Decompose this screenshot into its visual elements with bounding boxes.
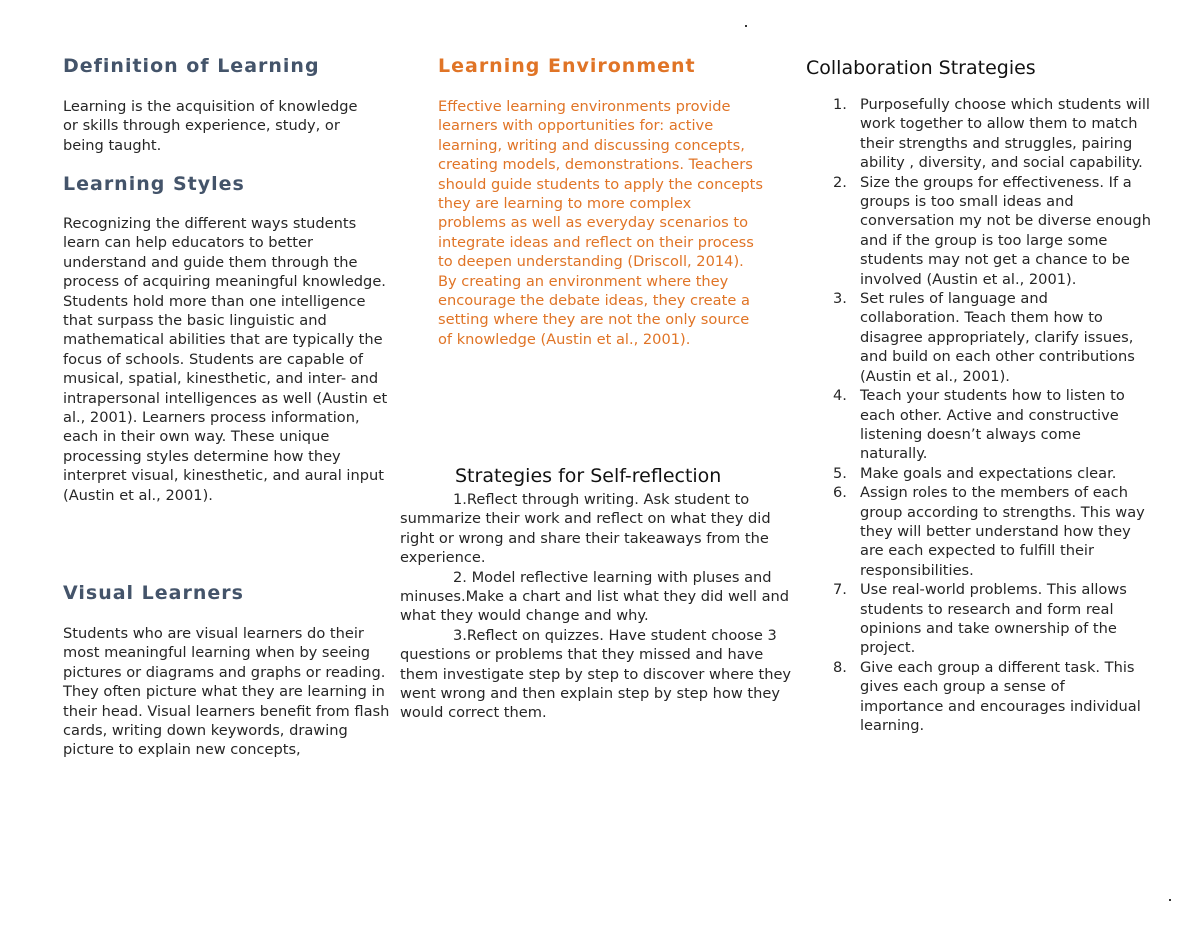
list-item-text: Assign roles to the members of each group according to strengths. This way they will better understand how they are each expected to fulfill their responsibilities.: [860, 484, 1145, 579]
page-speck: [1169, 899, 1171, 901]
visual-learners-heading: Visual Learners: [63, 582, 244, 604]
list-item-number: 8.: [833, 658, 847, 676]
self-reflection-body: [400, 490, 795, 723]
collaboration-heading: Collaboration Strategies: [806, 57, 1036, 79]
list-item-number: 2.: [833, 173, 847, 191]
list-item-text: Size the groups for effectiveness. If a groups is too small ideas and conversation my not be diverse enough and if the group is too large some students may not get a chance to be involved (Austin et al., 2001).: [860, 173, 1151, 288]
list-item-number: 6.: [833, 484, 847, 502]
learning-styles-body: Recognizing the different ways students learn can help educators to better understand and guide them through the process of acquiring meaningful knowledge. Students hold more than one intelligence that surpass the basic linguistic and mathematical abilities that are typically the focus of schools. Students are capable of musical, spatial, kinesthetic, and inter- and intrapersonal intelligences as well (Austin et al., 2001). Learners process information, each in their own way. These unique processing styles determine how they interpret visual, kinesthetic, and aural input (Austin et al., 2001).: [63, 215, 388, 504]
list-item-text: Set rules of language and collaboration. Teach them how to disagree appropriately, clarify issues, and build on each other contributions (Austin et al., 2001).: [860, 290, 1135, 385]
collaboration-list: [806, 95, 1151, 735]
list-item: [806, 658, 1151, 736]
environment-heading: Learning Environment: [438, 55, 696, 77]
environment-body: Effective learning environments provide learners with opportunities for: active learning, writing and discussing concepts, creating models, demonstrations. Teachers should guide students to apply the concepts they are learning to more complex problems as well as everyday scenarios to integrate ideas and reflect on their process to deepen understanding (Driscoll, 2014). By creating an environment where they encourage the debate ideas, they create a setting where they are not the only source of knowledge (Austin et al., 2001).: [438, 98, 763, 348]
list-item-text: Make goals and expectations clear.: [860, 464, 1117, 482]
list-item-text: Give each group a different task. This gives each group a sense of importance and encourages individual learning.: [860, 658, 1141, 734]
definition-body: Learning is the acquisition of knowledge or skills through experience, study, or being taught.: [63, 98, 358, 154]
self-reflection-paragraph: 2. Model reflective learning with pluses and minuses.Make a chart and list what they did well and what they would change and why.: [400, 568, 790, 625]
list-item-text: Teach your students how to listen to each other. Active and constructive listening doesn’t always come naturally.: [860, 387, 1125, 463]
list-item-number: 4.: [833, 387, 847, 405]
list-item: [806, 289, 1151, 386]
definition-heading: Definition of Learning: [63, 55, 320, 77]
list-item: [806, 386, 1151, 464]
list-item-number: 3.: [833, 290, 847, 308]
list-item: [806, 173, 1151, 289]
self-reflection-paragraph: 3.Reflect on quizzes. Have student choose 3 questions or problems that they missed and have them investigate step by step to discover where they went wrong and then explain step by step how they would correct them.: [400, 626, 792, 722]
list-item-text: Use real-world problems. This allows students to research and form real opinions and take ownership of the project.: [860, 581, 1127, 657]
visual-learners-body: Students who are visual learners do their most meaningful learning when by seeing pictures or diagrams and graphs or reading. They often picture what they are learning in their head. Visual learners benefit from flash cards, writing down keywords, drawing picture to explain new concepts,: [63, 625, 390, 759]
page-speck: [745, 25, 747, 27]
list-item-number: 5.: [833, 464, 847, 482]
list-item: [806, 464, 1151, 483]
list-item-number: 7.: [833, 581, 847, 599]
list-item: [806, 95, 1151, 173]
learning-styles-heading: Learning Styles: [63, 173, 245, 195]
list-item-text: Purposefully choose which students will work together to allow them to match their strengths and struggles, pairing ability , diversity, and social capability.: [860, 96, 1150, 172]
list-item-number: 1.: [833, 96, 847, 113]
list-item: [806, 483, 1151, 580]
list-item: [806, 580, 1151, 658]
self-reflection-heading: Strategies for Self-reflection: [455, 465, 722, 487]
self-reflection-paragraph: 1.Reflect through writing. Ask student to summarize their work and reflect on what they did right or wrong and share their takeaways from the experience.: [400, 491, 771, 567]
